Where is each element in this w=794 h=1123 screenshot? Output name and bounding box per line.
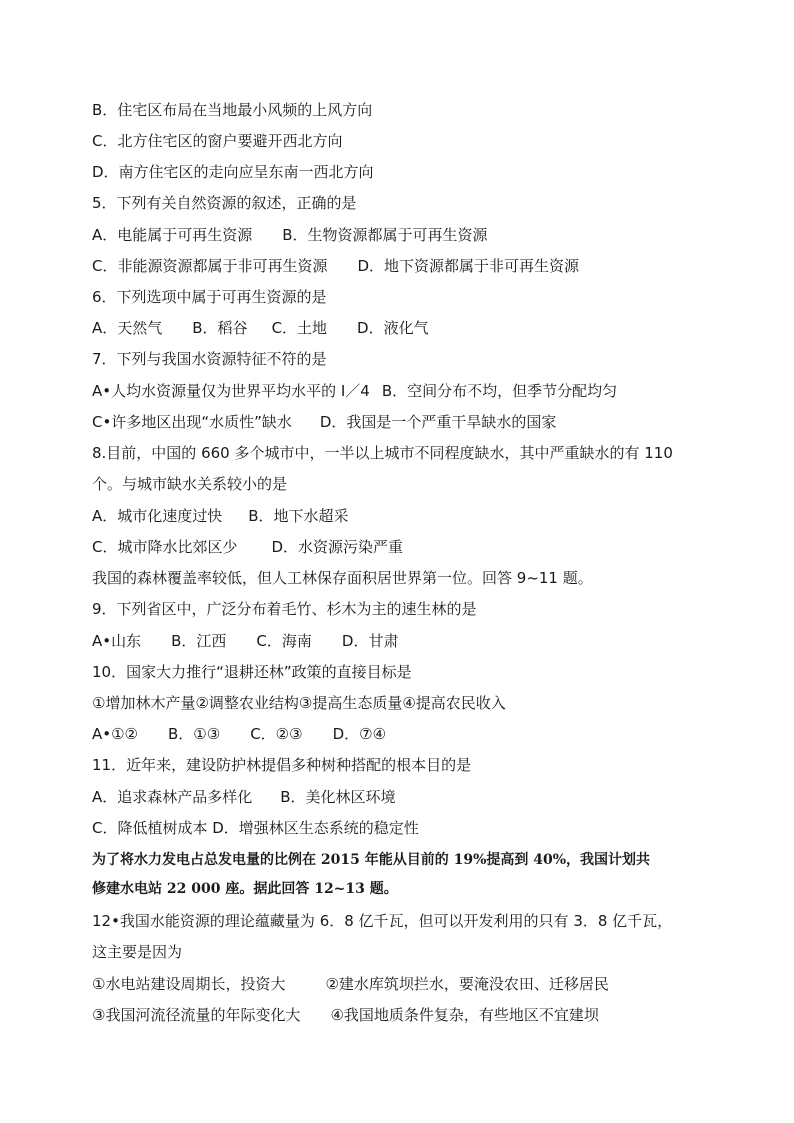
question-text: 6．下列选项中属于可再生资源的是 xyxy=(92,288,327,306)
option-text: B．住宅区布局在当地最小风频的上风方向 xyxy=(92,101,373,119)
option-text: C．②③ xyxy=(250,725,303,743)
question-7 xyxy=(92,349,327,369)
question-9 xyxy=(92,599,477,619)
question-text: 5．下列有关自然资源的叙述，正确的是 xyxy=(92,194,357,212)
question-text: 12•我国水能资源的理论蕴藏量为 6．8 亿千瓦，但可以开发利用的只有 3．8 亿千瓦， xyxy=(92,912,673,930)
choice-text: ②建水库筑坝拦水，要淹没农田、迁移居民 xyxy=(325,975,609,993)
question-text: 个。与城市缺水关系较小的是 xyxy=(92,475,288,493)
option-text: B．稻谷 xyxy=(192,319,248,337)
option-text: B．空间分布不均，但季节分配均匀 xyxy=(381,382,618,400)
option-text: C•许多地区出现“水质性”缺水 xyxy=(92,413,292,431)
option-text: B．①③ xyxy=(168,725,221,743)
option-text: D．⑦④ xyxy=(332,725,387,743)
question-8-cont xyxy=(92,474,287,494)
options-8-row2 xyxy=(92,537,403,557)
question-12-choices-row1 xyxy=(92,974,609,994)
options-7-row1 xyxy=(92,381,617,401)
option-text: C．海南 xyxy=(256,632,312,650)
option-text: D．甘肃 xyxy=(341,632,399,650)
question-12-cont xyxy=(92,942,182,962)
option-text: C．城市降水比郊区少 xyxy=(92,538,238,556)
question-5 xyxy=(92,193,357,213)
options-11-row2 xyxy=(92,818,419,838)
option-text: A．天然气 xyxy=(92,319,163,337)
passage-9-11 xyxy=(92,568,593,588)
question-text: 7．下列与我国水资源特征不符的是 xyxy=(92,350,327,368)
option-text: D．我国是一个严重干旱缺水的国家 xyxy=(319,413,557,431)
options-5-row1 xyxy=(92,225,488,245)
option-text: D．南方住宅区的走向应呈东南一西北方向 xyxy=(92,163,374,181)
question-10-choices xyxy=(92,693,506,713)
option-text: D．水资源污染严重 xyxy=(271,538,404,556)
passage-text: 为了将水力发电占总发电量的比例在 2015 年能从目前的 19%提高到 40%，我国计划共 xyxy=(92,852,651,868)
choice-text: ④我国地质条件复杂，有些地区不宜建坝 xyxy=(330,1006,599,1024)
options-11-row1 xyxy=(92,787,396,807)
choice-list: ①增加林木产量②调整农业结构③提高生态质量④提高农民收入 xyxy=(92,694,506,712)
options-10 xyxy=(92,724,386,744)
option-4c xyxy=(92,131,342,151)
option-4b xyxy=(92,100,372,120)
question-11 xyxy=(92,755,471,775)
option-text: C．北方住宅区的窗户要避开西北方向 xyxy=(92,132,343,150)
options-9 xyxy=(92,631,398,651)
options-8-row1 xyxy=(92,506,349,526)
option-text: C．降低植树成本 D．增强林区生态系统的稳定性 xyxy=(92,819,419,837)
options-5-row2 xyxy=(92,256,579,276)
passage-text: 修建水电站 22 000 座。据此回答 12~13 题。 xyxy=(92,881,398,897)
option-text: C．土地 xyxy=(271,319,328,337)
option-text: A．城市化速度过快 xyxy=(92,507,223,525)
options-6 xyxy=(92,318,429,338)
options-7-row2 xyxy=(92,412,556,432)
choice-text: ①水电站建设周期长，投资大 xyxy=(92,975,286,993)
option-text: A．电能属于可再生资源 xyxy=(92,226,253,244)
option-text: A•山东 xyxy=(92,632,142,650)
question-text: 11．近年来，建设防护林提倡多种树种搭配的根本目的是 xyxy=(92,756,472,774)
passage-12-13-cont xyxy=(92,879,398,899)
question-text: 8.目前，中国的 660 多个城市中，一半以上城市不同程度缺水，其中严重缺水的有 110 xyxy=(92,444,673,462)
question-text: 这主要是因为 xyxy=(92,943,183,961)
question-text: 9．下列省区中，广泛分布着毛竹、杉木为主的速生林的是 xyxy=(92,600,477,618)
question-10 xyxy=(92,662,412,682)
question-text: 10．国家大力推行“退耕还林”政策的直接目标是 xyxy=(92,663,412,681)
option-text: A•①② xyxy=(92,725,139,743)
option-text: B．生物资源都属于可再生资源 xyxy=(282,226,488,244)
passage-12-13 xyxy=(92,850,650,870)
question-12 xyxy=(92,911,672,931)
option-text: C．非能源资源都属于非可再生资源 xyxy=(92,257,328,275)
passage-text: 我国的森林覆盖率较低，但人工林保存面积居世界第一位。回答 9~11 题。 xyxy=(92,569,593,587)
question-8 xyxy=(92,443,673,463)
option-text: D．液化气 xyxy=(357,319,429,337)
option-text: D．地下资源都属于非可再生资源 xyxy=(357,257,580,275)
option-text: B．美化林区环境 xyxy=(280,788,396,806)
question-12-choices-row2 xyxy=(92,1005,599,1025)
option-text: A•人均水资源量仅为世界平均水平的 I／4 xyxy=(92,382,370,400)
question-6 xyxy=(92,287,327,307)
choice-text: ③我国河流径流量的年际变化大 xyxy=(92,1006,301,1024)
option-text: B．江西 xyxy=(171,632,227,650)
option-text: A．追求森林产品多样化 xyxy=(92,788,253,806)
option-text: B．地下水超采 xyxy=(248,507,349,525)
option-4d xyxy=(92,162,374,182)
